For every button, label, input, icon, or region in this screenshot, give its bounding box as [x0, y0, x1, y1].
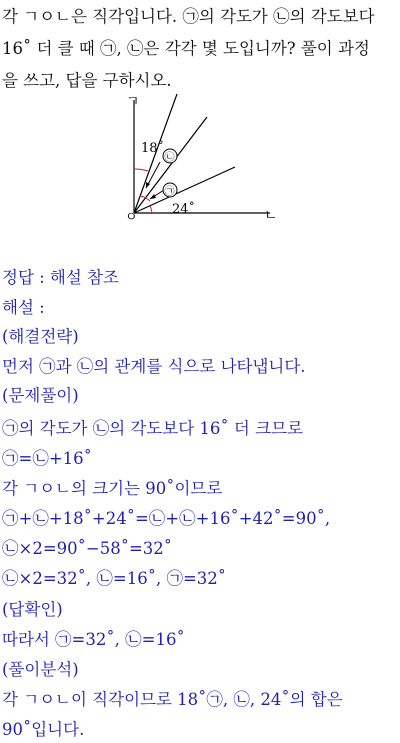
mark-a-text: ㉠ — [164, 186, 175, 198]
solve-line-3: 각 ㄱㅇㄴ의 크기는 90˚이므로 — [2, 479, 223, 498]
strategy-text: 먼저 ㉠과 ㉡의 관계를 식으로 나타냅니다. — [2, 357, 306, 376]
label-18: 18˚ — [141, 141, 165, 156]
angle-figure — [120, 92, 280, 227]
solve-line-2: ㉠=㉡+16˚ — [2, 449, 92, 468]
arc-18 — [134, 169, 148, 171]
solve-heading: (문제풀이) — [2, 386, 79, 405]
analysis-line-2: 90˚입니다. — [2, 720, 85, 739]
solve-line-1: ㉠의 각도가 ㉡의 각도보다 16˚ 더 크므로 — [2, 419, 303, 438]
solve-line-6: ㉡×2=32˚, ㉡=16˚, ㉠=32˚ — [2, 569, 227, 588]
check-heading: (답확인) — [2, 600, 63, 619]
analysis-heading: (풀이분석) — [2, 660, 79, 679]
arrow-a-head — [150, 194, 156, 199]
label-vertex: ㅇ — [125, 210, 138, 225]
arc-24 — [150, 206, 152, 213]
question-line-3: 을 쓰고, 답을 구하시오. — [2, 71, 172, 90]
label-right: ㄴ — [264, 208, 278, 224]
label-24: 24˚ — [172, 202, 196, 217]
label-top: ㄱ — [126, 94, 140, 110]
strategy-heading: (해결전략) — [2, 327, 79, 346]
solve-line-5: ㉡×2=90˚−58˚=32˚ — [2, 539, 173, 558]
ray-a — [134, 117, 207, 213]
arrow-b-head — [146, 182, 150, 188]
answer-line: 정답 : 해설 참조 — [2, 268, 119, 287]
question-line-1: 각 ㄱㅇㄴ은 직각입니다. ㉠의 각도가 ㉡의 각도보다 — [2, 7, 375, 26]
mark-b-text: ㉡ — [164, 152, 175, 164]
solve-line-4: ㉠+㉡+18˚+24˚=㉡+㉡+16˚+42˚=90˚, — [2, 509, 331, 528]
explain-label: 해설 : — [2, 298, 45, 317]
check-text: 따라서 ㉠=32˚, ㉡=16˚ — [2, 630, 185, 649]
question-line-2: 16˚ 더 클 때 ㉠, ㉡은 각각 몇 도입니까? 풀이 과정 — [2, 39, 370, 58]
analysis-line-1: 각 ㄱㅇㄴ이 직각이므로 18˚㉠, ㉡, 24˚의 합은 — [2, 690, 343, 709]
